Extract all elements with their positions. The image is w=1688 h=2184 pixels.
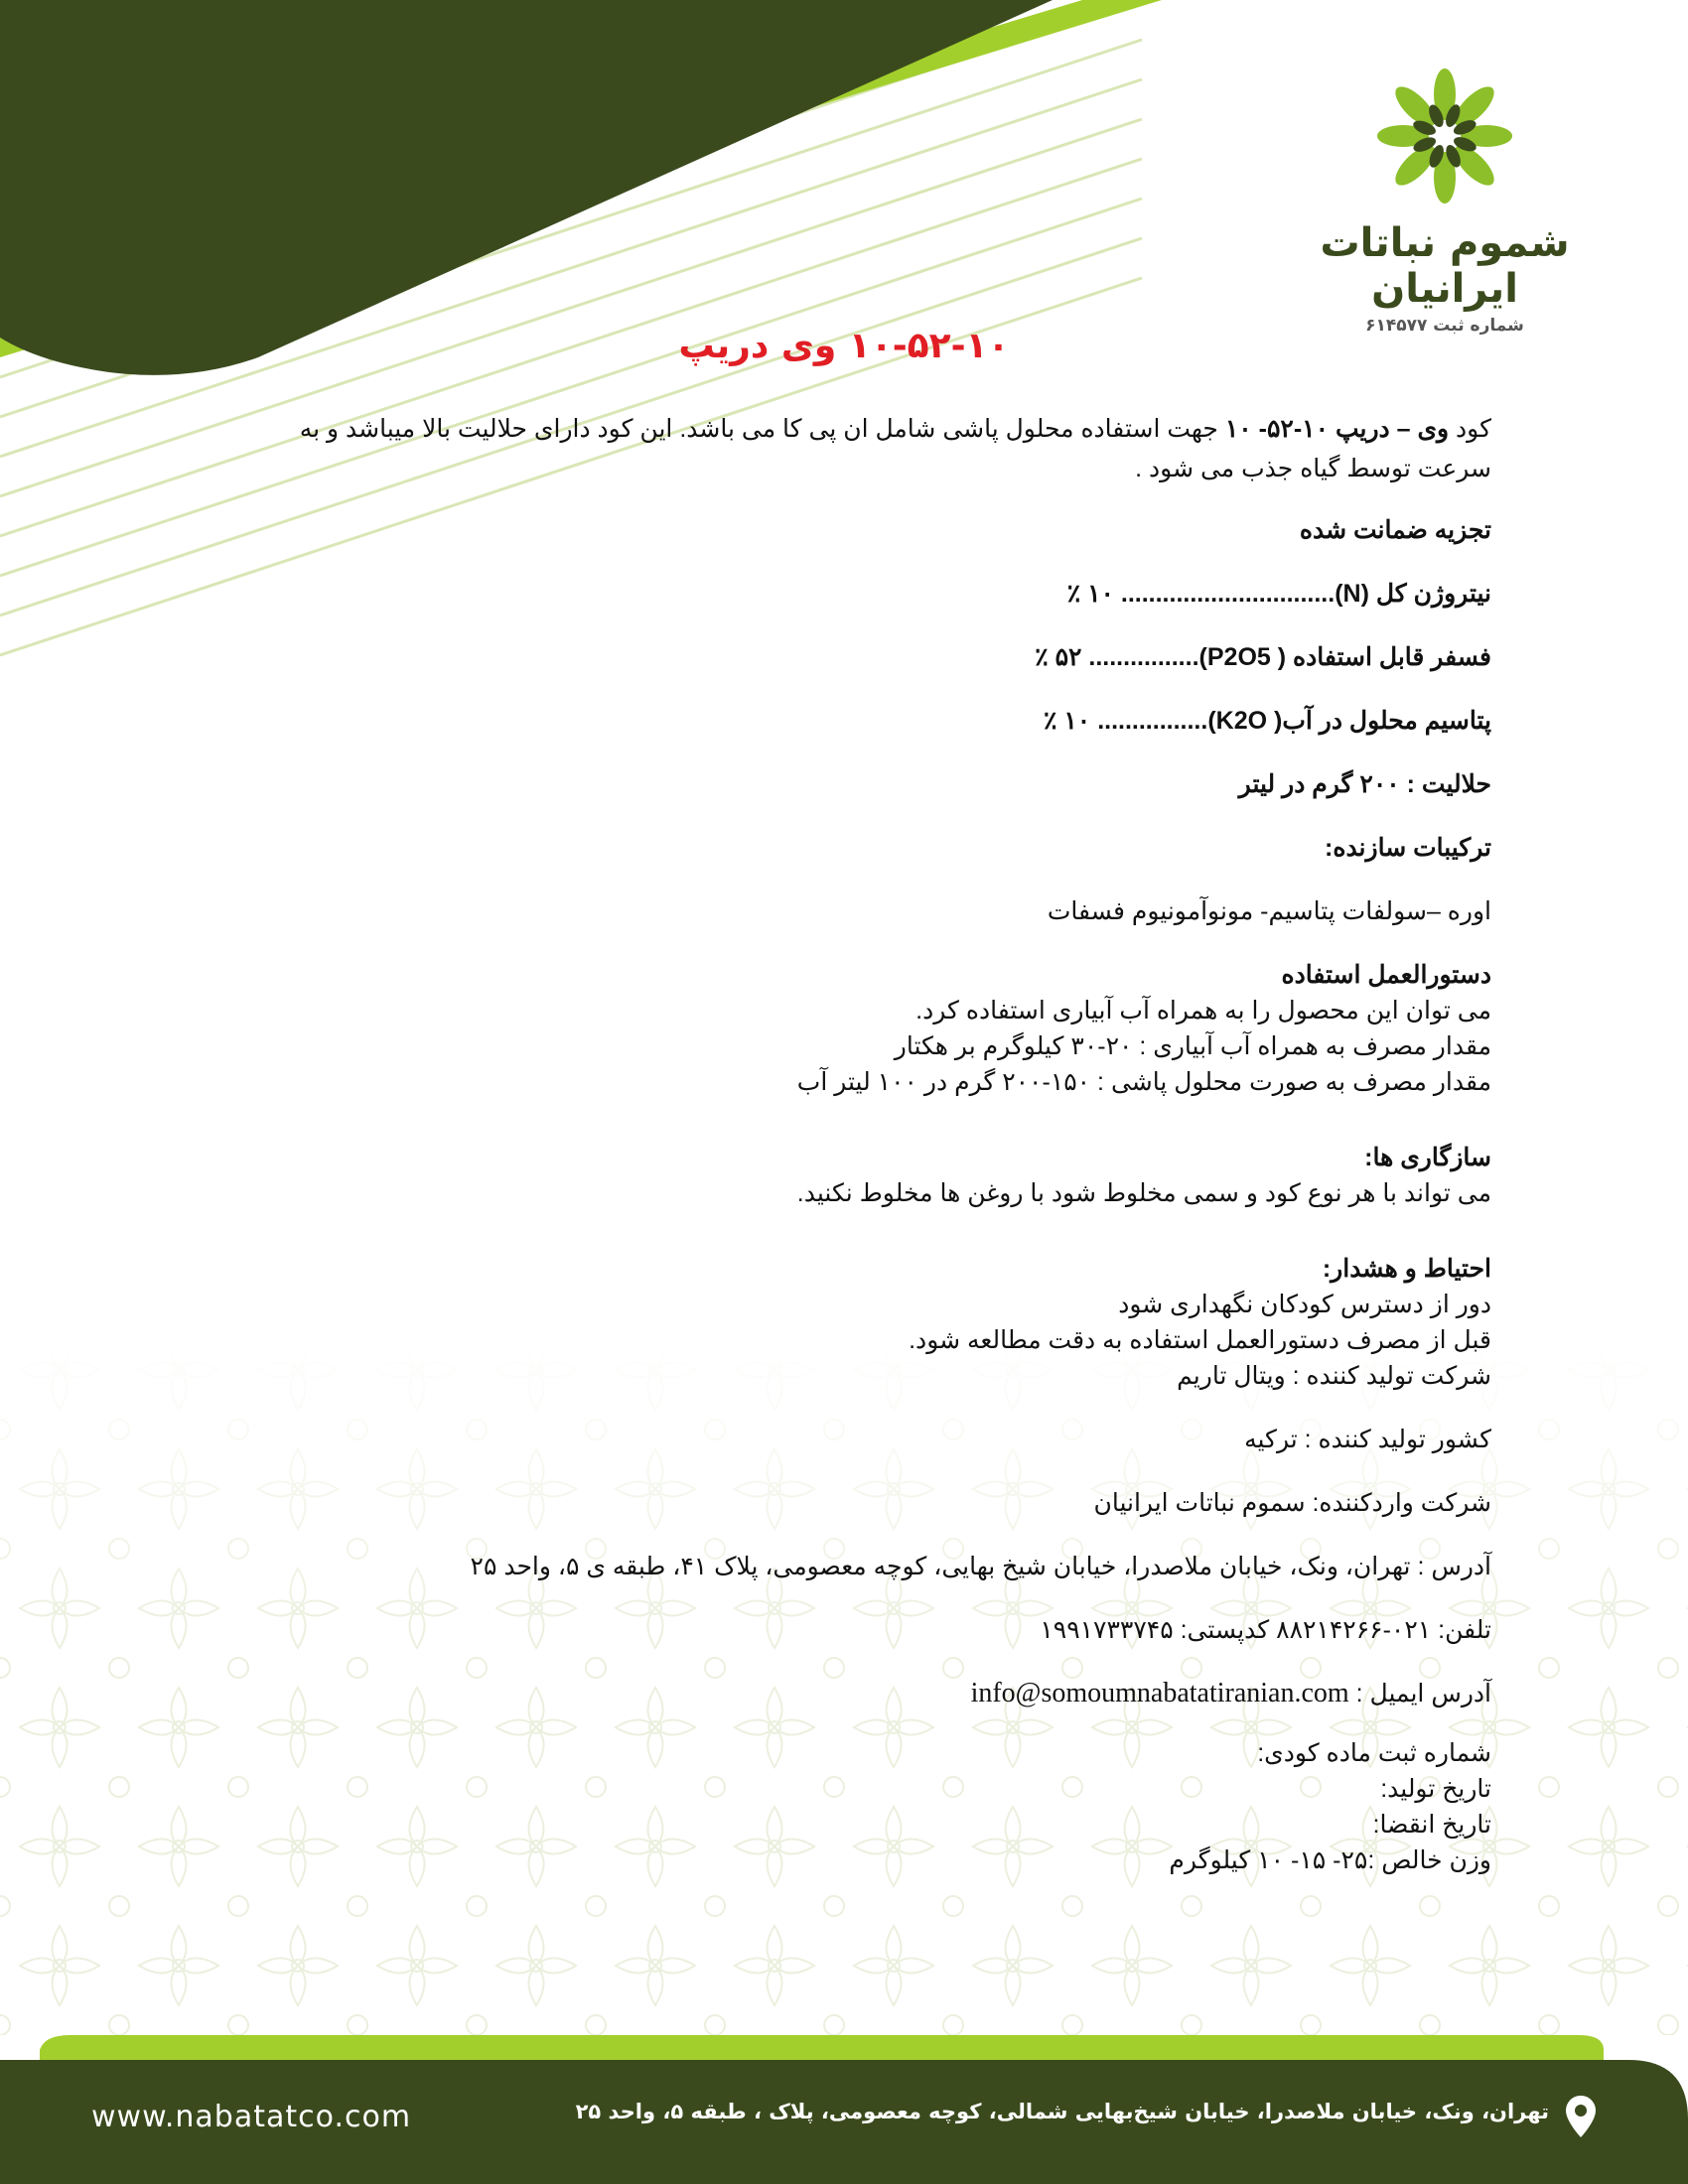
importer: شرکت واردکننده: سموم نباتات ایرانیان <box>1093 1489 1491 1517</box>
caution-heading: احتیاط و هشدار: <box>1322 1255 1491 1283</box>
phosphorus-label: فسفر قابل استفاده ( P2O5) <box>1198 643 1491 671</box>
page-title: ۱۰-۵۲-۱۰ وی دریپ <box>678 326 1010 366</box>
solubility: حلالیت : ۲۰۰ گرم در لیتر <box>1238 770 1491 798</box>
usage-line-2: مقدار مصرف به همراه آب آبیاری : ۲۰-۳۰ کیلوگرم بر هکتار <box>894 1032 1491 1060</box>
compatibility-heading: سازگاری ها: <box>1364 1144 1491 1171</box>
usage-line-3: مقدار مصرف به صورت محلول پاشی : ۱۵۰-۲۰۰ گرم در ۱۰۰ لیتر آب <box>796 1068 1491 1096</box>
leaf-flower-icon <box>1375 62 1514 210</box>
nitrogen-dots: ............................... <box>1120 580 1336 608</box>
email-label: آدرس ایمیل : <box>1348 1680 1491 1707</box>
phosphorus-row <box>201 639 1491 675</box>
potassium-dots: ................ <box>1097 707 1208 735</box>
country-of-origin: کشور تولید کننده : ترکیه <box>1244 1426 1491 1453</box>
registration-number: شماره ثبت ماده کودی: <box>1257 1739 1491 1767</box>
intro-product-name: وی – دریپ ۱۰-۵۲- ۱۰ <box>1224 415 1450 443</box>
manufacturer: شرکت تولید کننده : ویتال تاریم <box>1177 1362 1491 1390</box>
document-body <box>201 409 1491 1878</box>
nitrogen-row <box>201 576 1491 612</box>
caution-line-2: قبل از مصرف دستورالعمل استفاده به دقت مطالعه شود. <box>909 1326 1491 1354</box>
compatibility-text: می تواند با هر نوع کود و سمی مخلوط شود با روغن ها مخلوط نکنید. <box>796 1179 1491 1207</box>
potassium-row <box>201 703 1491 739</box>
caution-line-1: دور از دسترس کودکان نگهداری شود <box>1118 1291 1491 1318</box>
nitrogen-value: ۱۰ ٪ <box>1066 580 1114 608</box>
usage-heading: دستورالعمل استفاده <box>1281 961 1491 989</box>
intro-line-2: سرعت توسط گیاه جذب می شود . <box>1135 455 1491 482</box>
production-date: تاریخ تولید: <box>1380 1775 1491 1803</box>
expiry-date: تاریخ انقضا: <box>1372 1811 1491 1839</box>
phosphorus-dots: ................ <box>1088 643 1199 671</box>
email-row <box>201 1676 1491 1711</box>
footer-address: تهران، ونک، خیابان ملاصدرا، خیابان شیخ‌بهایی شمالی، کوچه معصومی، پلاک ، طبقه ۵، واحد ۲۵ <box>575 2100 1549 2123</box>
footer-website[interactable]: www.nabatatco.com <box>91 2100 412 2134</box>
nitrogen-label: نیتروژن کل (N) <box>1335 580 1491 608</box>
intro-text-a: کود <box>1449 415 1491 443</box>
phosphorus-value: ۵۲ ٪ <box>1035 643 1082 671</box>
brand-name: شموم نباتات ایرانیان <box>1320 220 1570 312</box>
potassium-value: ۱۰ ٪ <box>1044 707 1091 735</box>
net-weight: وزن خالص :۲۵- ۱۵- ۱۰ کیلوگرم <box>1169 1846 1491 1874</box>
potassium-label: پتاسیم محلول در آب( K2O) <box>1207 707 1491 735</box>
usage-line-1: می توان این محصول را به همراه آب آبیاری استفاده کرد. <box>915 997 1491 1024</box>
analysis-heading: تجزیه ضمانت شده <box>1299 516 1491 544</box>
location-pin-icon <box>1566 2096 1596 2137</box>
brand-registration: شماره ثبت ۶۱۴۵۷۷ <box>1365 316 1524 336</box>
ingredients-heading: ترکیبات سازنده: <box>1325 834 1491 862</box>
intro-text-b: جهت استفاده محلول پاشی شامل ان پی کا می باشد. این کود دارای حلالیت بالا میباشد و به <box>299 415 1225 443</box>
intro-paragraph <box>201 409 1491 488</box>
brand-logo <box>1276 62 1614 336</box>
email-link[interactable]: info@somoumnabatatiranian.com <box>970 1678 1349 1708</box>
address: آدرس : تهران، ونک، خیابان ملاصدرا، خیابان شیخ بهایی، کوچه معصومی، پلاک ۴۱، طبقه ی ۵، واحد ۲۵ <box>470 1553 1491 1580</box>
ingredients-text: اوره –سولفات پتاسیم- مونوآمونیوم فسفات <box>1047 897 1491 925</box>
phone: تلفن: ۰۲۱-۸۸۲۱۴۲۶۶ کدپستی: ۱۹۹۱۷۳۳۷۴۵ <box>1040 1616 1491 1644</box>
intro-line-1 <box>201 409 1491 449</box>
